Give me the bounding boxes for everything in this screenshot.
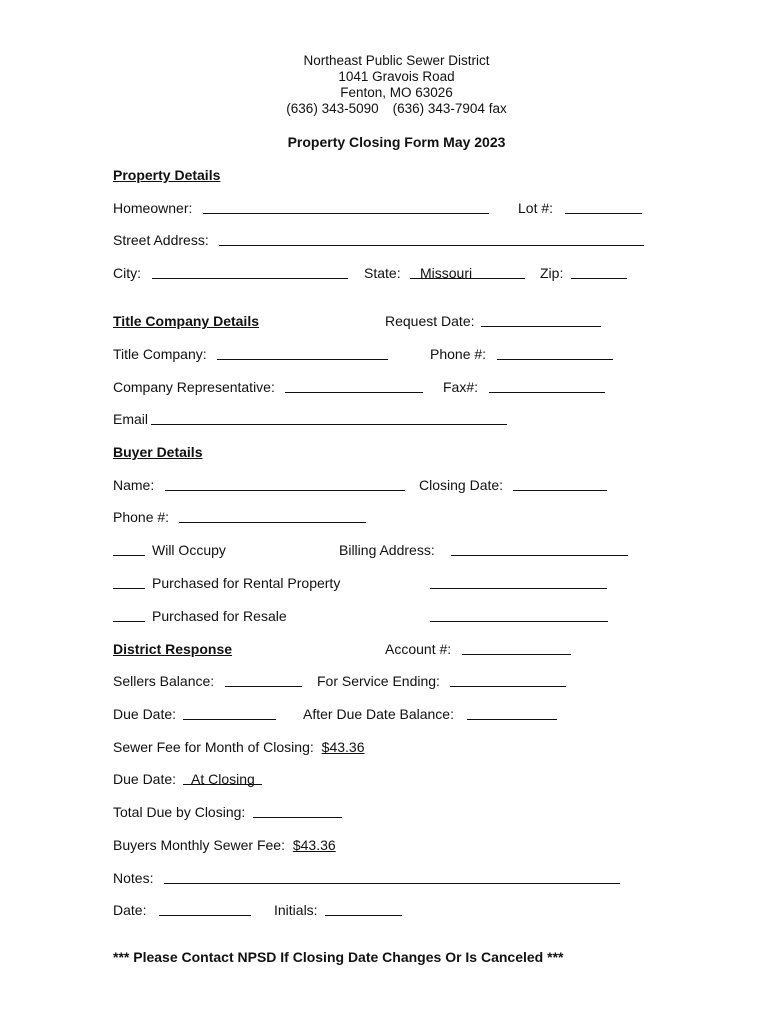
city-field[interactable] <box>152 278 348 279</box>
billing-address-field-2[interactable] <box>430 588 607 589</box>
resale-label: Purchased for Resale <box>152 608 287 624</box>
due-date2-label: Due Date: <box>113 771 177 787</box>
street-address-field[interactable] <box>219 245 644 246</box>
company-rep-label: Company Representative: <box>113 379 275 395</box>
billing-address-field-1[interactable] <box>451 555 628 556</box>
org-phone: (636) 343-5090 <box>286 101 379 116</box>
request-date-field[interactable] <box>481 326 601 327</box>
account-field[interactable] <box>462 654 571 655</box>
date-label: Date: <box>113 902 147 918</box>
after-due-label: After Due Date Balance: <box>303 706 454 722</box>
buyer-name-field[interactable] <box>165 490 405 491</box>
email-field[interactable] <box>151 424 507 425</box>
district-response-heading: District Response <box>113 641 233 657</box>
initials-label: Initials: <box>274 902 318 918</box>
request-date-label: Request Date: <box>385 313 475 329</box>
monthly-fee-value: $43.36 <box>292 837 336 853</box>
initials-field[interactable] <box>325 915 402 916</box>
notes-label: Notes: <box>113 870 154 886</box>
lot-field[interactable] <box>565 213 642 214</box>
will-occupy-label: Will Occupy <box>152 542 226 558</box>
street-address-label: Street Address: <box>113 232 209 248</box>
buyer-phone-field[interactable] <box>179 522 366 523</box>
state-value: Missouri <box>420 265 473 281</box>
will-occupy-check[interactable] <box>113 555 145 556</box>
org-contact-line <box>0 101 770 117</box>
resale-check[interactable] <box>113 621 145 622</box>
title-phone-label: Phone #: <box>430 346 487 362</box>
rental-label: Purchased for Rental Property <box>152 575 341 591</box>
closing-date-field[interactable] <box>513 490 607 491</box>
sewer-fee-row <box>113 739 364 755</box>
due-date-label: Due Date: <box>113 706 177 722</box>
state-label: State: <box>364 265 401 281</box>
org-fax: (636) 343-7904 fax <box>392 101 507 116</box>
service-ending-field[interactable] <box>450 686 566 687</box>
title-company-heading: Title Company Details <box>113 313 260 329</box>
lot-label: Lot #: <box>518 200 554 216</box>
total-due-label: Total Due by Closing: <box>113 804 246 820</box>
billing-address-field-3[interactable] <box>430 621 608 622</box>
email-label: Email <box>113 411 149 427</box>
footer-notice: *** Please Contact NPSD If Closing Date Changes Or Is Canceled *** <box>113 949 564 965</box>
zip-field[interactable] <box>571 278 627 279</box>
due-date-field[interactable] <box>183 719 276 720</box>
org-name: Northeast Public Sewer District <box>303 53 490 68</box>
total-due-field[interactable] <box>253 817 342 818</box>
date-field[interactable] <box>159 915 251 916</box>
closing-date-label: Closing Date: <box>419 477 504 493</box>
org-address-line1: 1041 Gravois Road <box>338 69 455 84</box>
title-company-field[interactable] <box>217 359 388 360</box>
sellers-balance-field[interactable] <box>225 686 302 687</box>
monthly-fee-label: Buyers Monthly Sewer Fee: <box>113 837 285 853</box>
buyer-details-heading: Buyer Details <box>113 444 203 460</box>
company-rep-field[interactable] <box>285 392 423 393</box>
notes-field[interactable] <box>164 883 620 884</box>
form-title: Property Closing Form May 2023 <box>287 134 506 150</box>
zip-label: Zip: <box>540 265 564 281</box>
due-date2-value: At Closing <box>191 771 255 787</box>
after-due-field[interactable] <box>467 719 557 720</box>
org-address-line2: Fenton, MO 63026 <box>340 85 453 100</box>
homeowner-label: Homeowner: <box>113 200 193 216</box>
account-label: Account #: <box>385 641 452 657</box>
title-phone-field[interactable] <box>497 359 613 360</box>
homeowner-field[interactable] <box>203 213 489 214</box>
sellers-balance-label: Sellers Balance: <box>113 673 215 689</box>
sewer-fee-value: $43.36 <box>321 739 365 755</box>
rental-check[interactable] <box>113 588 145 589</box>
sewer-fee-label: Sewer Fee for Month of Closing: <box>113 739 314 755</box>
fax-field[interactable] <box>489 392 605 393</box>
buyer-name-label: Name: <box>113 477 155 493</box>
buyer-phone-label: Phone #: <box>113 509 170 525</box>
service-ending-label: For Service Ending: <box>317 673 440 689</box>
property-details-heading: Property Details <box>113 167 221 183</box>
fax-label: Fax#: <box>443 379 479 395</box>
title-company-label: Title Company: <box>113 346 207 362</box>
billing-address-label: Billing Address: <box>339 542 435 558</box>
monthly-fee-row <box>113 837 336 853</box>
city-label: City: <box>113 265 141 281</box>
